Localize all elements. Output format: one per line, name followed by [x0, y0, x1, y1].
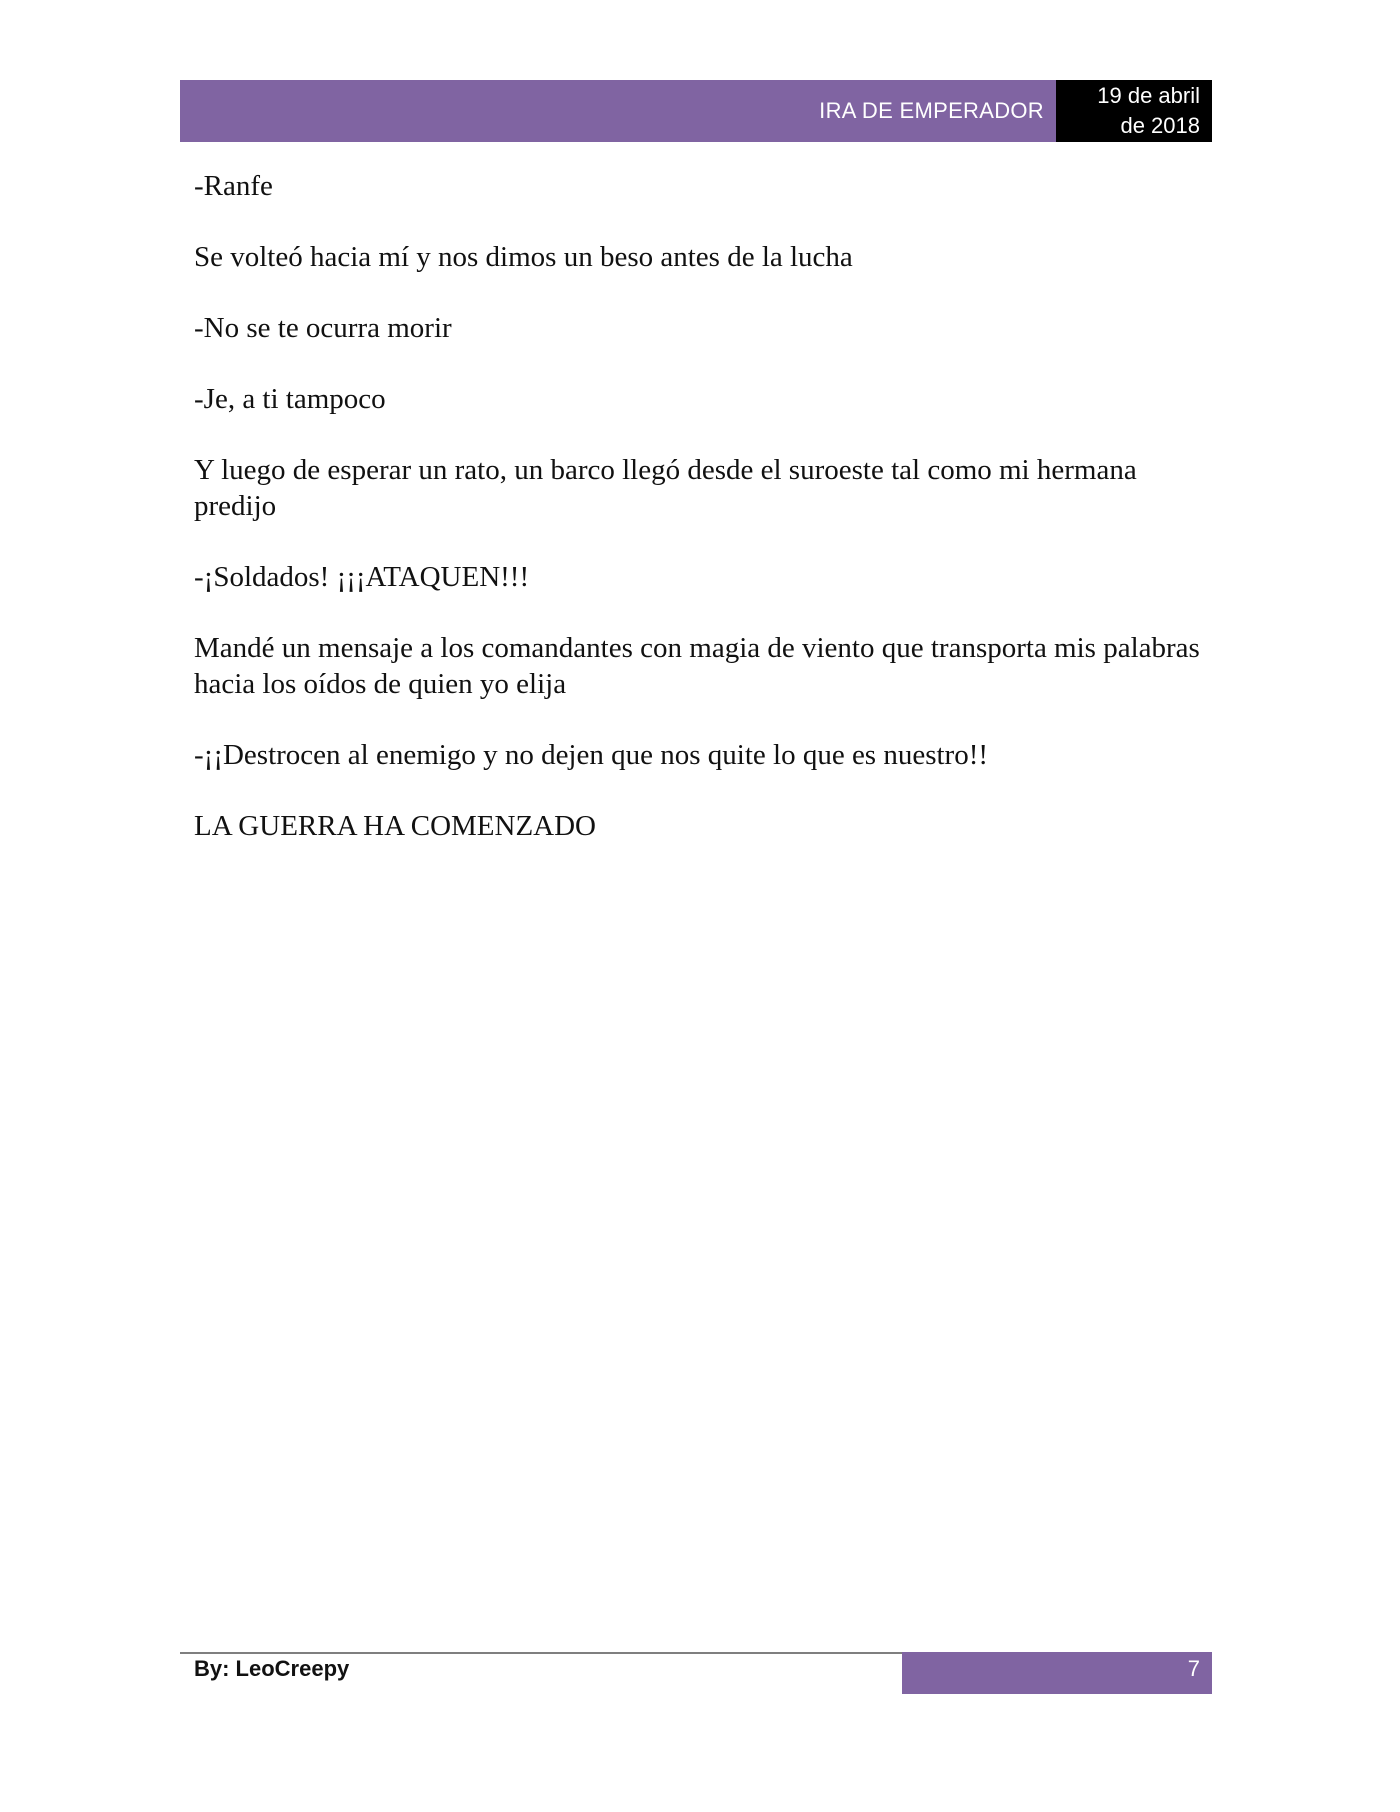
page-number: 7	[1187, 1656, 1200, 1681]
page-body	[194, 168, 1204, 879]
paragraph: -No se te ocurra morir	[194, 312, 452, 344]
date-line-1: 19 de abril	[1097, 83, 1200, 108]
footer-author: By: LeoCreepy	[194, 1656, 350, 1681]
date-line-2: de 2018	[1120, 113, 1200, 138]
paragraph: Y luego de esperar un rato, un barco llegó desde el suroeste tal como mi hermana predijo	[194, 454, 1137, 522]
paragraph: LA GUERRA HA COMENZADO	[194, 810, 596, 842]
page-footer	[180, 1652, 1212, 1694]
paragraph: -Ranfe	[194, 170, 273, 202]
header-title-band	[180, 80, 1056, 142]
paragraph: -¡¡Destrocen al enemigo y no dejen que nos quite lo que es nuestro!!	[194, 739, 989, 771]
paragraph: Se volteó hacia mí y nos dimos un beso antes de la lucha	[194, 241, 853, 273]
document-title: IRA DE EMPERADOR	[819, 98, 1044, 123]
header-date-box	[1056, 80, 1212, 142]
paragraph: Mandé un mensaje a los comandantes con magia de viento que transporta mis palabras hacia los oídos de quien yo elija	[194, 632, 1200, 700]
paragraph: -¡Soldados! ¡¡¡ATAQUEN!!!	[194, 561, 530, 593]
document-date	[1097, 81, 1200, 141]
paragraph: -Je, a ti tampoco	[194, 383, 386, 415]
page-header	[180, 80, 1212, 142]
footer-page-band	[902, 1652, 1212, 1694]
footer-divider	[180, 1652, 902, 1654]
